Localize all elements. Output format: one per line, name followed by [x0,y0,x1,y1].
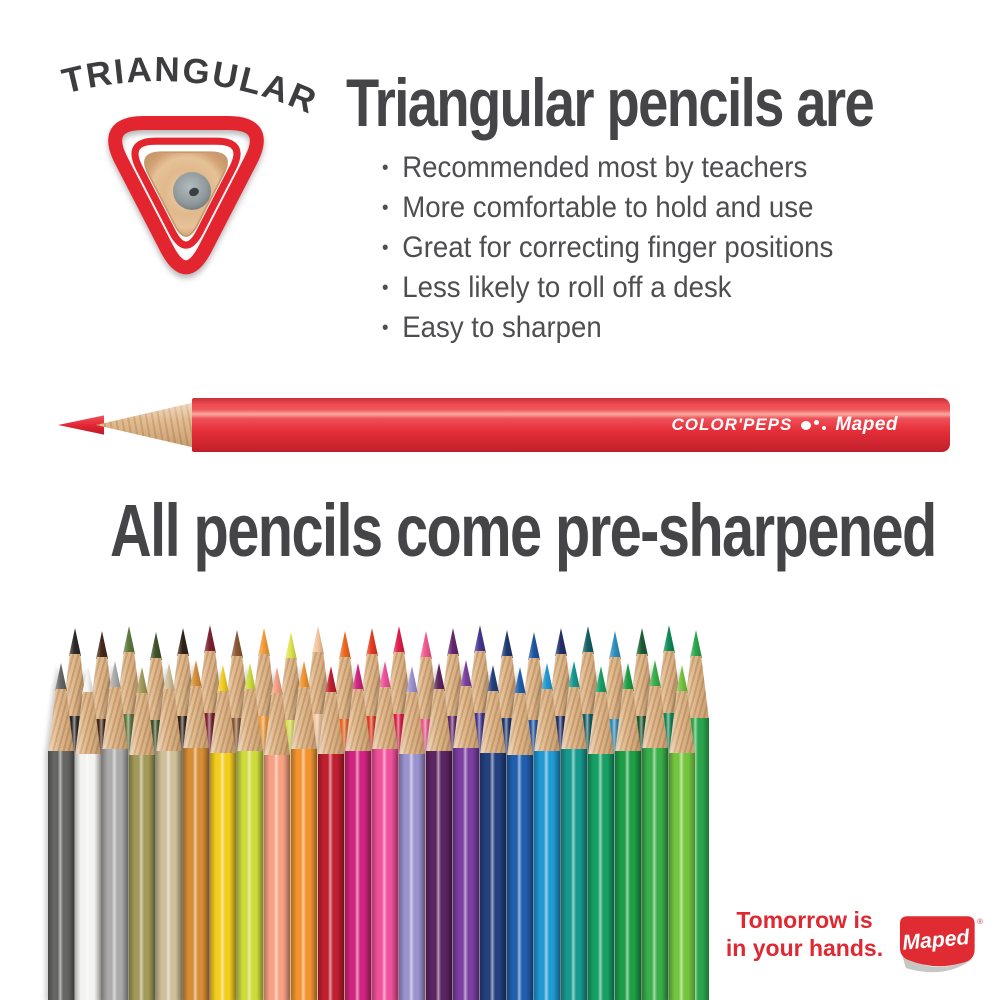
benefit-text: Recommended most by teachers [402,151,808,184]
pencil-tip [271,667,283,695]
benefit-text: Easy to sharpen [402,311,602,344]
pencil-tip [217,665,229,693]
pencil-wood [264,693,290,757]
benefit-item [382,228,833,268]
front-pencil-16 [453,660,479,1000]
pencil-wood [156,689,182,753]
pencil-tip [636,628,648,656]
arc-title [58,50,323,122]
front-pencil-20 [561,661,587,1000]
pencil-tip [177,628,189,656]
pencil-tip [649,660,661,688]
pencil-wood [75,692,101,756]
pencil-tip [379,661,391,689]
front-pencil-5 [156,663,182,1000]
pencil-tip [501,630,513,658]
pencil-tip [447,628,459,656]
pencil-body [507,755,533,1000]
pencil-wood [561,687,587,751]
pencil-body [642,748,668,1000]
pencil-body [318,754,344,1000]
pencil-wood [669,691,695,755]
front-pencil-19 [534,663,560,1000]
benefit-item [382,308,833,348]
pencil-tip [582,626,594,654]
pencil-tip [663,625,675,653]
front-pencil-8 [237,663,263,1000]
pencil-body [291,749,317,1000]
front-pencil-4 [129,667,155,1000]
colorpeps-dots-icon [801,420,826,430]
pencil-tip [352,663,364,691]
front-pencil-6 [183,660,209,1000]
pencil-tip [109,661,121,689]
pencil-tip [609,631,621,659]
pencil-tip [460,660,472,688]
pencil-tip [325,666,337,694]
pencil-tip [96,631,108,659]
pencil-wood [318,692,344,756]
pencil-tip [514,667,526,695]
pencil-wood [372,687,398,751]
tagline-line1: Tomorrow is [736,907,873,933]
front-pencil-22 [615,663,641,1000]
pencil-body [237,751,263,1000]
pencil-wood [291,687,317,751]
pencil-tip [298,661,310,689]
pencil-body [210,753,236,1000]
pencil-wood [102,687,128,751]
pencil-wood [642,686,668,750]
pencil-body [588,754,614,1000]
featured-pencil-branding [672,414,898,436]
pencil-tip [136,667,148,695]
front-pencil-3 [102,661,128,1000]
pencil-wood [237,689,263,753]
pencil-tip [474,625,486,653]
pencil-tip [312,626,324,654]
bullet-icon: • [382,157,389,179]
pencil-tip [366,628,378,656]
pencil-body [372,749,398,1000]
pencil-tip [420,631,432,659]
pencil-body [129,755,155,1000]
benefit-text: More comfortable to hold and use [402,191,814,224]
featured-pencil [56,396,950,454]
pencil-wood [480,691,506,755]
pencil-body [669,753,695,1000]
pencil-tip [55,663,67,691]
benefit-item [382,188,833,228]
pencil-body [264,755,290,1000]
pencil-tip [690,630,702,658]
pencil-tip [595,666,607,694]
pencil-wood [588,692,614,756]
front-pencil-2 [75,666,101,1000]
front-pencil-24 [669,665,695,1000]
pencil-tip [69,628,81,656]
pencil-body [102,749,128,1000]
pencil-tip [285,632,297,660]
pencil-body [75,754,101,1000]
bullet-icon: • [382,277,389,299]
pencil-tip [676,665,688,693]
benefit-text: Great for correcting finger positions [402,231,834,264]
front-pencil-13 [372,661,398,1000]
tagline-line2: in your hands. [725,935,884,961]
pencil-tip [82,666,94,694]
front-pencil-18 [507,667,533,1000]
benefit-item [382,268,833,308]
pencil-body [426,751,452,1000]
bullet-icon: • [382,237,389,259]
bullet-icon: • [382,197,389,219]
pencil-body [480,753,506,1000]
arc-title-text: TRIANGULAR [58,50,324,122]
pencil-tip [393,626,405,654]
pencil-wood [129,693,155,757]
pencil-tip [163,663,175,691]
front-pencil-23 [642,660,668,1000]
pencil-tip [528,632,540,660]
pencil-wood [615,689,641,753]
benefit-text: Less likely to roll off a desk [402,271,732,304]
series-label: COLOR'PEPS [671,415,793,434]
pencil-wood [183,686,209,750]
brand-label: Maped [835,414,898,435]
bullet-icon: • [382,317,389,339]
front-pencil-15 [426,663,452,1000]
pencil-tip [406,666,418,694]
front-pencil-14 [399,666,425,1000]
front-pencil-12 [345,663,371,1000]
pencil-tip [123,626,135,654]
pencil-tip [622,663,634,691]
pencil-tip [150,632,162,660]
pencil-wood [534,689,560,753]
front-pencil-7 [210,665,236,1000]
pencil-tip [244,663,256,691]
front-pencil-10 [291,661,317,1000]
pencil-wood [507,693,533,757]
pencil-wood [345,689,371,753]
pencil-wood [210,691,236,755]
front-pencil-21 [588,666,614,1000]
pencil-body [48,751,74,1000]
logo-text: Maped [901,925,971,955]
pencil-tip [258,628,270,656]
intro-heading: Triangular pencils are [346,65,874,141]
pencil-body [561,749,587,1000]
pencil-body [156,751,182,1000]
featured-pencil-wood [96,401,200,449]
registered-mark: ® [977,916,983,926]
pencil-wood [453,686,479,750]
pencil-body [534,751,560,1000]
maped-logo [894,910,984,982]
banner-heading: All pencils come pre-sharpened [110,489,936,572]
brand-tagline [722,906,887,962]
pencil-tip [487,665,499,693]
front-pencil-1 [48,663,74,1000]
front-pencil-9 [264,667,290,1000]
pencil-wood [426,689,452,753]
pencil-wood [399,692,425,756]
benefits-list [382,148,873,348]
pencil-tip [231,630,243,658]
pencil-body [399,754,425,1000]
pencil-body [453,748,479,1000]
pencil-tip [555,628,567,656]
pencil-tip [568,661,580,689]
pencil-tip [190,660,202,688]
triangular-badge [30,28,350,328]
pencil-tip [204,625,216,653]
pencil-body [615,751,641,1000]
pencil-body [183,748,209,1000]
pencil-wood [48,689,74,753]
pencil-tip [339,631,351,659]
front-pencil-17 [480,665,506,1000]
pencil-tip [433,663,445,691]
benefit-item [382,148,833,188]
front-pencil-11 [318,666,344,1000]
pencil-tip [541,663,553,691]
pencil-body [345,751,371,1000]
